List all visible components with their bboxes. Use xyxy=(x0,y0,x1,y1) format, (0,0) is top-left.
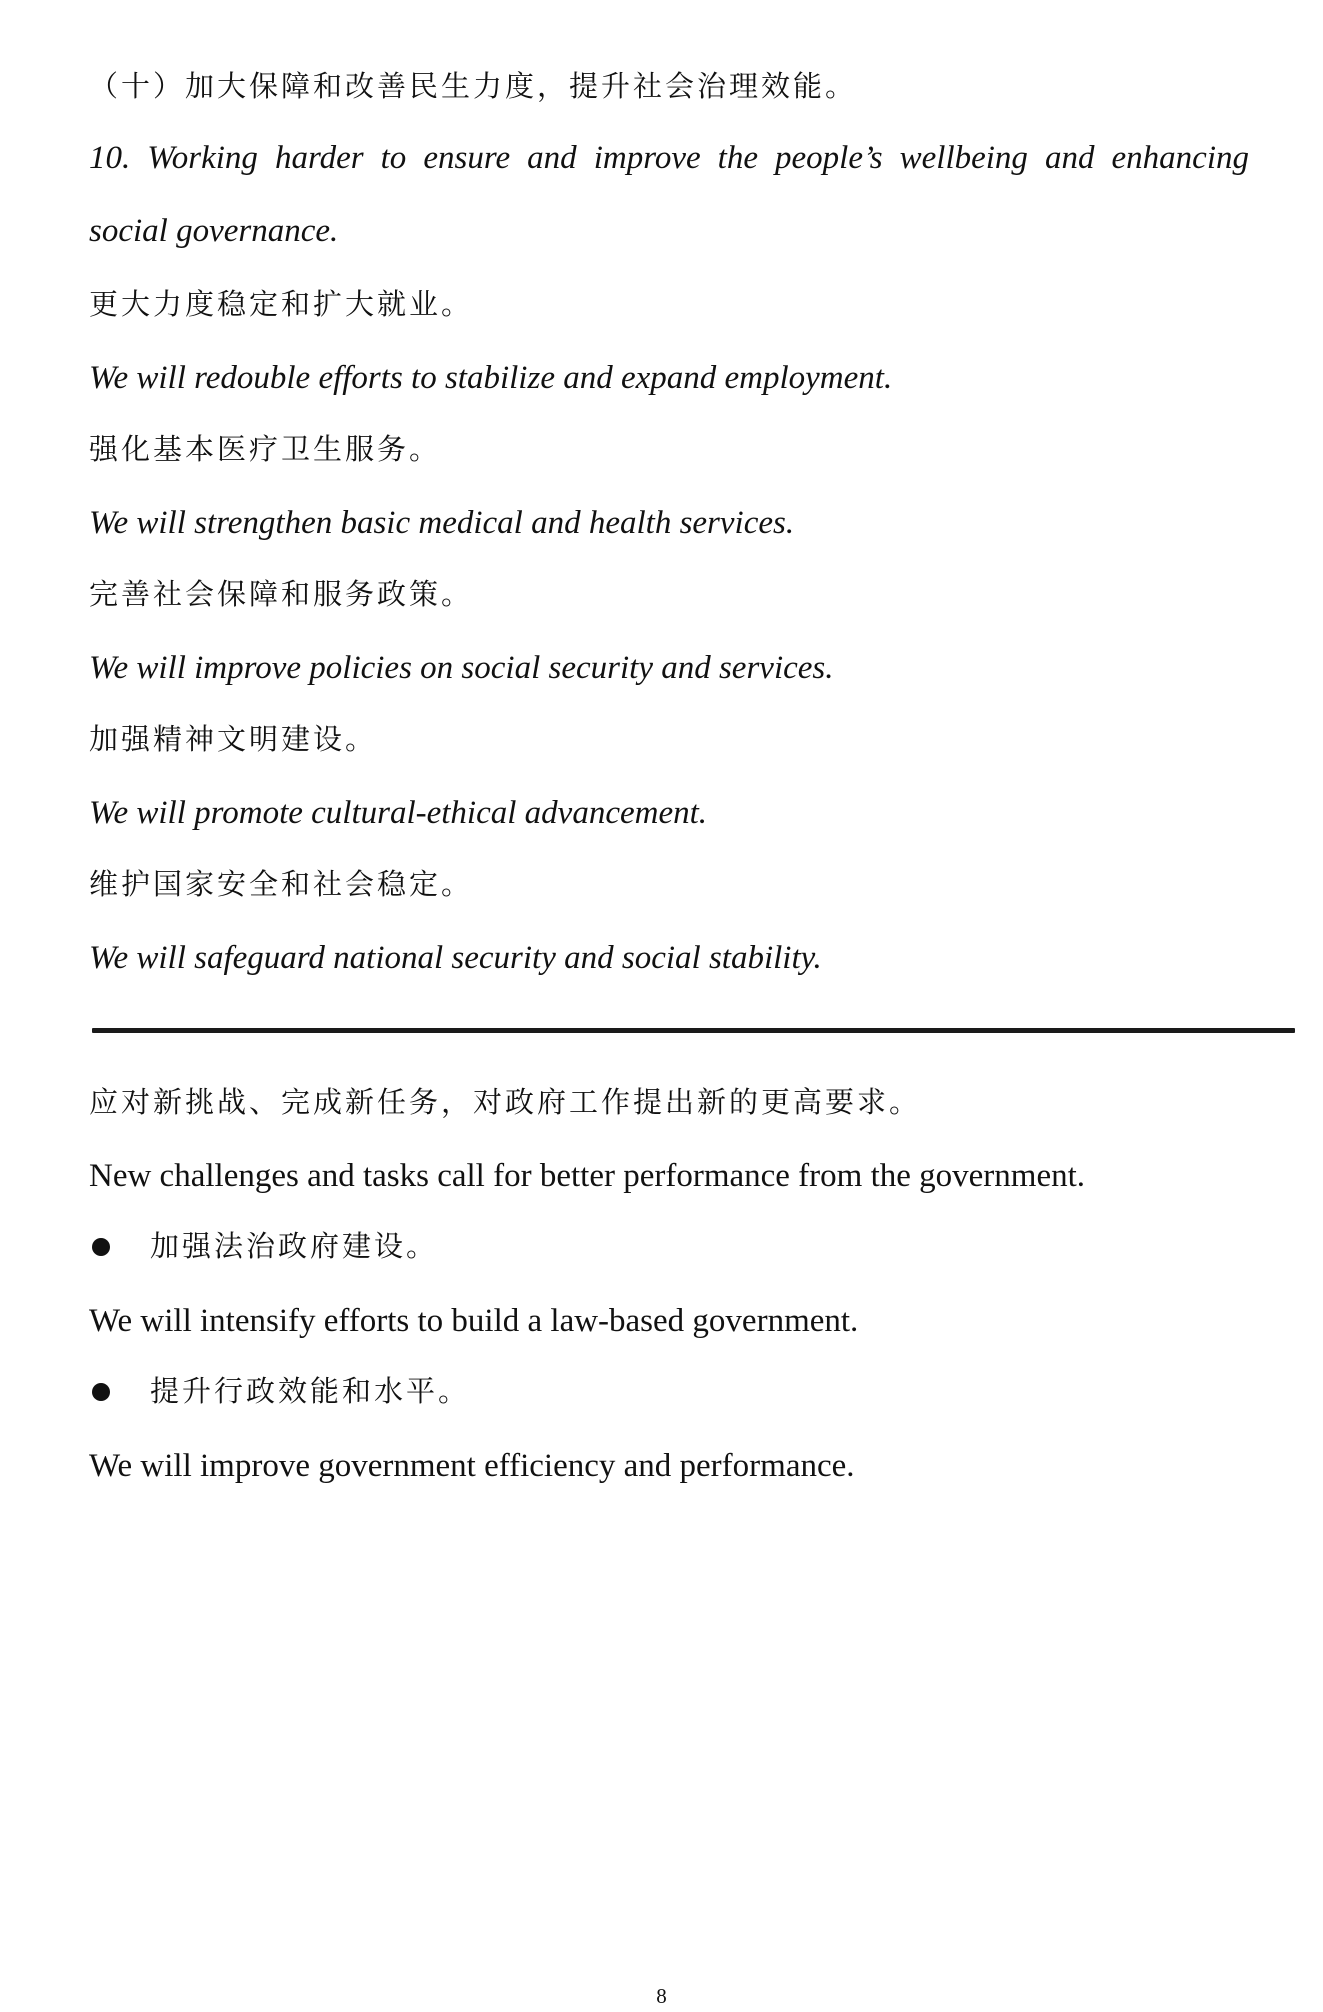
government-efficiency-cn: 提升行政效能和水平。 xyxy=(150,1374,471,1408)
employment-cn: 更大力度稳定和扩大就业。 xyxy=(89,287,474,321)
social-security-en: We will improve policies on social security and services. xyxy=(89,650,834,686)
social-security-cn: 完善社会保障和服务政策。 xyxy=(89,577,474,611)
section-heading-cn: （十）加大保障和改善民生力度，提升社会治理效能。 xyxy=(89,69,858,103)
employment-en: We will redouble efforts to stabilize and expand employment. xyxy=(89,360,893,396)
bullet-dot xyxy=(92,1238,110,1256)
section-heading-en-line1: 10. Working harder to ensure and improve the people’s wellbeing and enhancing xyxy=(89,140,1249,176)
government-intro-en: New challenges and tasks call for better performance from the government. xyxy=(89,1158,1086,1194)
bullet-dot xyxy=(92,1383,110,1401)
health-services-cn: 强化基本医疗卫生服务。 xyxy=(89,432,442,466)
law-based-government-en: We will intensify efforts to build a law-based government. xyxy=(89,1303,859,1339)
health-services-en: We will strengthen basic medical and health services. xyxy=(89,505,795,541)
government-efficiency-en: We will improve government efficiency and performance. xyxy=(89,1448,855,1484)
cultural-ethical-cn: 加强精神文明建设。 xyxy=(89,722,378,756)
government-intro-cn: 应对新挑战、完成新任务，对政府工作提出新的更高要求。 xyxy=(89,1085,922,1119)
national-security-en: We will safeguard national security and social stability. xyxy=(89,940,822,976)
national-security-cn: 维护国家安全和社会稳定。 xyxy=(89,867,474,901)
section-divider xyxy=(92,1028,1295,1033)
section-heading-en-line2: social governance. xyxy=(89,213,339,249)
law-based-government-cn: 加强法治政府建设。 xyxy=(150,1229,439,1263)
cultural-ethical-en: We will promote cultural-ethical advancement. xyxy=(89,795,708,831)
page-number: 8 xyxy=(656,1984,667,2008)
